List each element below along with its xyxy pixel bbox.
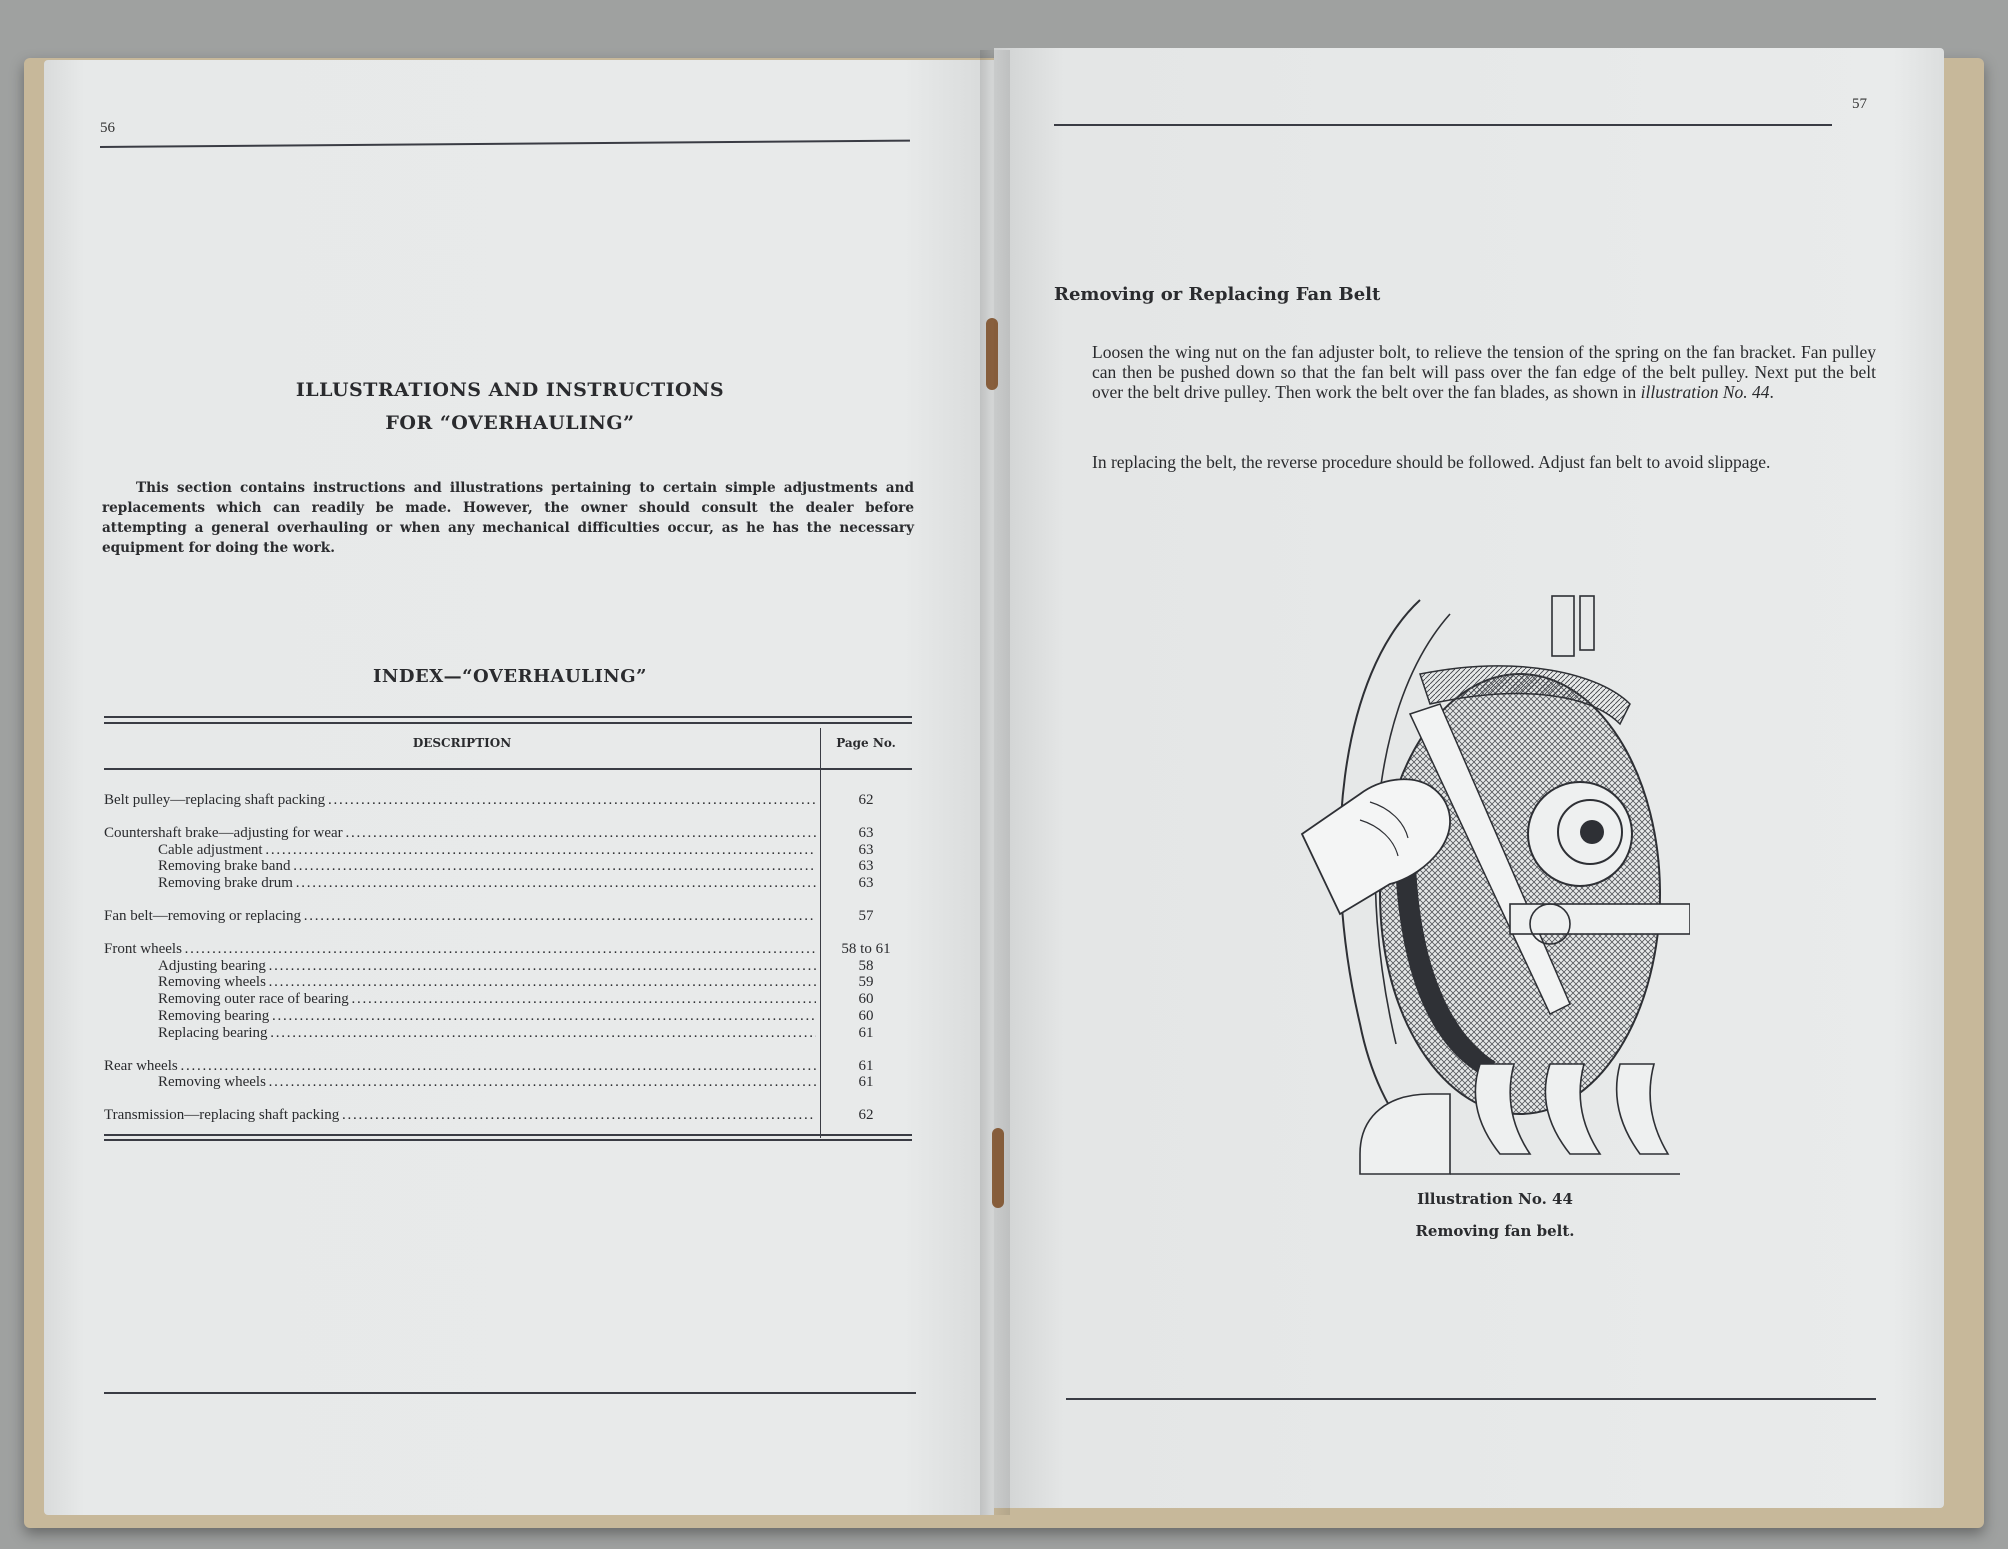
row-page-number: 60 (858, 1007, 874, 1024)
table-row (104, 958, 912, 975)
row-page-number: 58 to 61 (841, 940, 891, 957)
table-row (104, 1008, 912, 1025)
staple-rust-bottom (992, 1128, 1004, 1208)
table-row (104, 941, 912, 958)
row-page-number: 61 (858, 1024, 874, 1041)
row-description: Removing brake band . . . (104, 858, 816, 875)
row-group-gap (104, 1091, 912, 1107)
row-description: Fan belt—removing or replacing . . . (104, 908, 816, 925)
row-description: Removing outer race of bearing . . . (104, 991, 816, 1008)
row-group-gap (104, 809, 912, 825)
paragraph-1-text: Loosen the wing nut on the fan adjuster bolt, to relieve the tension of the spring on the fan bracket. Fan pulley can then be pushed down so that the fan belt will pass over the fan edge of the belt pulley. Next put the belt over the belt drive pulley. Then work the belt over the fan blades, as shown in (1092, 342, 1876, 402)
row-description: Removing brake drum . . . (104, 875, 816, 892)
table-row (104, 908, 912, 925)
fan-belt-illustration (1300, 594, 1690, 1182)
illustration-caption-text: Removing fan belt. (1415, 1222, 1575, 1240)
instruction-paragraph-2: In replacing the belt, the reverse procedure should be followed. Adjust fan belt to avoid slippage. (1092, 452, 1771, 472)
row-page-number: 61 (858, 1074, 874, 1091)
illustration-reference: illustration No. 44 (1640, 382, 1770, 402)
section-heading-line2: FOR “OVERHAULING” (385, 412, 635, 434)
row-description: Removing wheels . . . (104, 1074, 816, 1091)
row-description: Removing wheels . . . (104, 974, 816, 991)
table-row (104, 974, 912, 991)
left-page-number: 56 (100, 120, 115, 136)
row-group-gap (104, 925, 912, 941)
intro-paragraph: This section contains instructions and illustrations pertaining to certain simple adjustments and replacements which can readily be made. However, the owner should consult the dealer before attempting a general overhauling or when any mechanical difficulties occur, as he has the necessary equipment for doing the work. (102, 480, 914, 556)
index-title: INDEX—“OVERHAULING” (373, 666, 647, 687)
index-table (104, 716, 912, 1138)
row-group-gap (104, 892, 912, 908)
row-page-number: 57 (858, 907, 874, 924)
table-row (104, 1058, 912, 1075)
table-bottom-rule-2 (104, 1139, 912, 1141)
row-description: Belt pulley—replacing shaft packing . . . (104, 792, 816, 809)
row-description: Replacing bearing . . . (104, 1025, 816, 1042)
column-header-page: Page No. (836, 736, 896, 750)
section-heading-line1: ILLUSTRATIONS AND INSTRUCTIONS (295, 379, 725, 401)
staple-rust-top (986, 318, 998, 390)
row-description: Transmission—replacing shaft packing . . . (104, 1107, 816, 1124)
row-page-number: 60 (858, 991, 874, 1008)
table-top-rule-2 (104, 722, 912, 724)
right-top-rule (1054, 124, 1832, 126)
section-heading (100, 374, 920, 440)
row-page-number: 63 (858, 858, 874, 875)
instruction-paragraph-1 (1092, 342, 1876, 402)
row-page-number: 58 (858, 957, 874, 974)
right-page-number: 57 (1852, 96, 1867, 112)
row-page-number: 63 (858, 824, 874, 841)
left-bottom-rule (104, 1392, 916, 1394)
table-top-rule (104, 716, 912, 718)
row-description: Removing bearing . . . (104, 1008, 816, 1025)
column-header-description: DESCRIPTION (412, 736, 512, 750)
row-page-number: 59 (858, 974, 874, 991)
row-page-number: 61 (858, 1057, 874, 1074)
table-row (104, 1025, 912, 1042)
row-description: Countershaft brake—adjusting for wear . . . (104, 825, 816, 842)
row-page-number: 63 (858, 875, 874, 892)
table-row (104, 842, 912, 859)
row-description: Front wheels . . . (104, 941, 816, 958)
table-bottom-rule (104, 1134, 912, 1136)
fan-belt-heading: Removing or Replacing Fan Belt (1054, 284, 1381, 305)
table-row (104, 858, 912, 875)
row-description: Rear wheels . . . (104, 1058, 816, 1075)
row-page-number: 63 (858, 841, 874, 858)
row-description: Cable adjustment . . . (104, 842, 816, 859)
table-row (104, 1074, 912, 1091)
right-bottom-rule (1066, 1398, 1876, 1400)
illustration-caption-number: Illustration No. 44 (1417, 1190, 1573, 1208)
table-header-rule (104, 768, 912, 770)
row-group-gap (104, 1042, 912, 1058)
table-row (104, 792, 912, 809)
paragraph-1-end: . (1769, 382, 1774, 402)
row-page-number: 62 (858, 1107, 874, 1124)
row-page-number: 62 (858, 792, 874, 808)
row-description: Adjusting bearing . . . (104, 958, 816, 975)
table-row (104, 825, 912, 842)
table-row (104, 875, 912, 892)
table-row (104, 1107, 912, 1124)
table-row (104, 991, 912, 1008)
index-rows (104, 792, 912, 1124)
book-spine (980, 50, 1010, 1515)
